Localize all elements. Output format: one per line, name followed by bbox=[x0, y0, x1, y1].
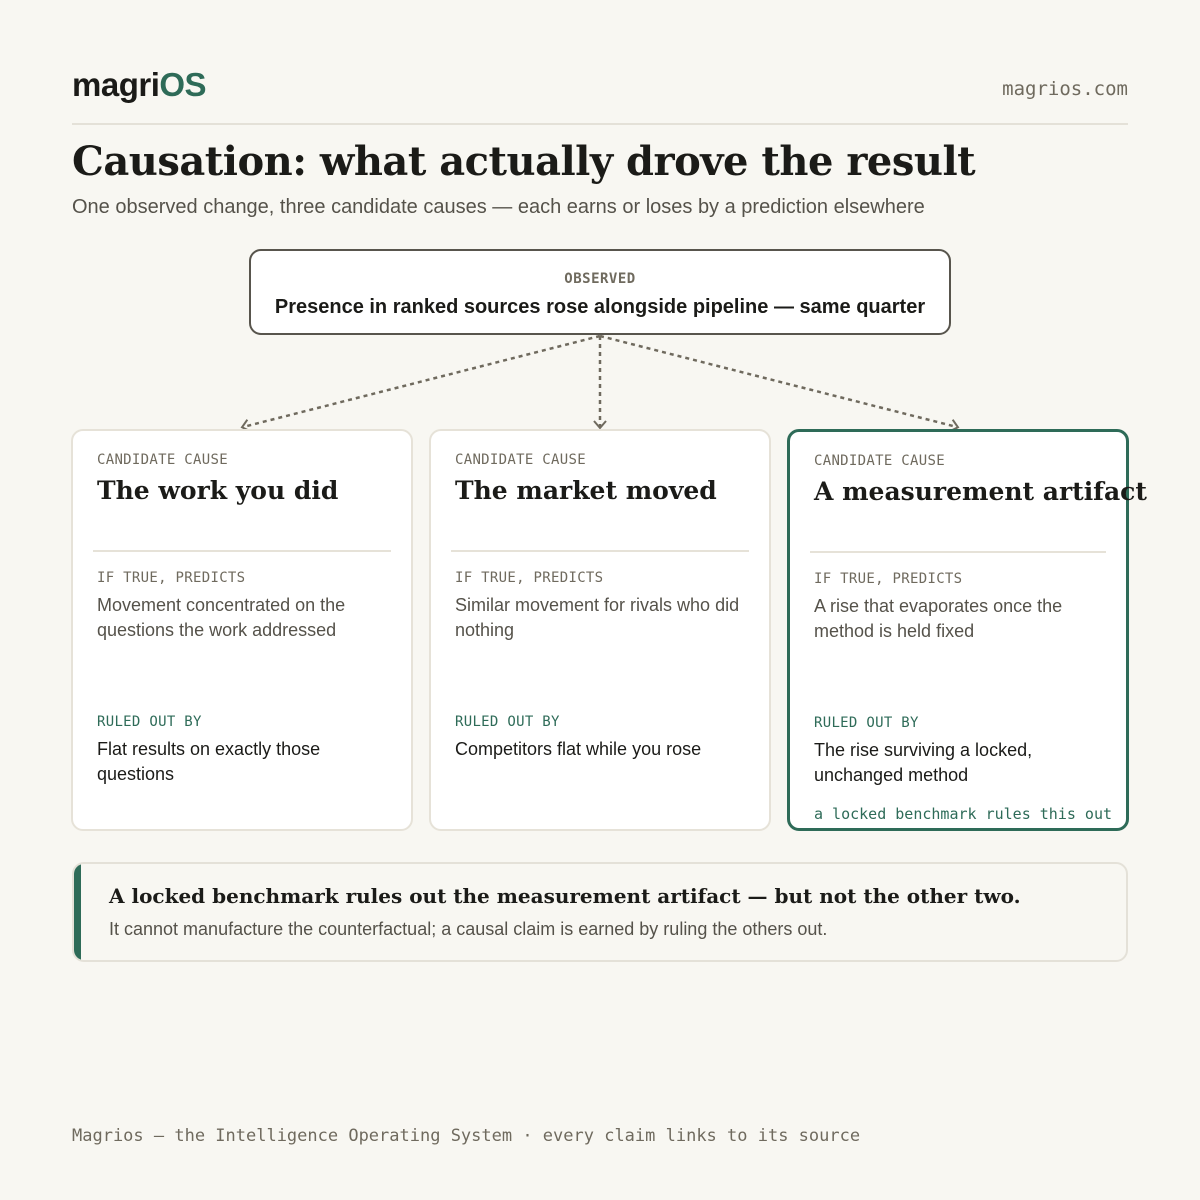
connector-arrows bbox=[0, 0, 1200, 440]
ruled-out-text: Competitors flat while you rose bbox=[455, 739, 702, 759]
cause-card-artifact bbox=[787, 429, 1147, 831]
footer-text: Magrios — the Intelligence Operating System · every claim links to its source bbox=[72, 1126, 861, 1146]
ruled-out-label: RULED OUT BY bbox=[814, 715, 919, 731]
ruled-out-label: RULED OUT BY bbox=[97, 714, 202, 730]
cause-card-work bbox=[71, 429, 413, 831]
cause-name: The work you did bbox=[97, 476, 339, 505]
predicts-label: IF TRUE, PREDICTS bbox=[455, 570, 604, 586]
card-divider bbox=[451, 550, 749, 552]
page-subtitle: One observed change, three candidate causes — each earns or loses by a prediction elsewhere bbox=[72, 196, 925, 218]
ruled-out-text: Flat results on exactly those questions bbox=[97, 739, 321, 784]
callout-accent-bar bbox=[74, 864, 81, 960]
cause-name: The market moved bbox=[455, 476, 717, 505]
observed-text: Presence in ranked sources rose alongside pipeline — same quarter bbox=[274, 296, 926, 318]
prediction-text: A rise that evaporates once the method is held fixed bbox=[814, 596, 1063, 641]
brand-accent: OS bbox=[159, 66, 207, 103]
ruled-out-text: The rise surviving a locked, unchanged method bbox=[814, 740, 1033, 785]
callout-headline: A locked benchmark rules out the measurement artifact — but not the other two. bbox=[109, 884, 1021, 908]
predicts-label: IF TRUE, PREDICTS bbox=[97, 570, 246, 586]
cause-name: A measurement artifact bbox=[814, 477, 1147, 506]
cause-tag: CANDIDATE CAUSE bbox=[814, 453, 945, 469]
cause-card-market bbox=[429, 429, 771, 831]
observed-box bbox=[249, 249, 951, 335]
ruled-out-label: RULED OUT BY bbox=[455, 714, 560, 730]
benchmark-note: a locked benchmark rules this out bbox=[814, 805, 1113, 823]
cause-tag: CANDIDATE CAUSE bbox=[97, 452, 228, 468]
arrow-to-cause-1 bbox=[243, 336, 600, 427]
observed-tag: OBSERVED bbox=[564, 271, 636, 287]
conclusion-callout bbox=[72, 862, 1128, 962]
cause-tag: CANDIDATE CAUSE bbox=[455, 452, 586, 468]
brand-main: magri bbox=[72, 66, 160, 103]
card-divider bbox=[93, 550, 391, 552]
page-title: Causation: what actually drove the result bbox=[72, 138, 976, 185]
prediction-text: Similar movement for rivals who did nothing bbox=[455, 595, 740, 640]
callout-body: It cannot manufacture the counterfactual; a causal claim is earned by ruling the others out. bbox=[109, 919, 828, 939]
card-divider bbox=[810, 551, 1106, 553]
site-link[interactable]: magrios.com bbox=[1002, 78, 1128, 100]
arrow-to-cause-3 bbox=[600, 336, 957, 427]
predicts-label: IF TRUE, PREDICTS bbox=[814, 571, 963, 587]
prediction-text: Movement concentrated on the questions the work addressed bbox=[97, 595, 346, 640]
